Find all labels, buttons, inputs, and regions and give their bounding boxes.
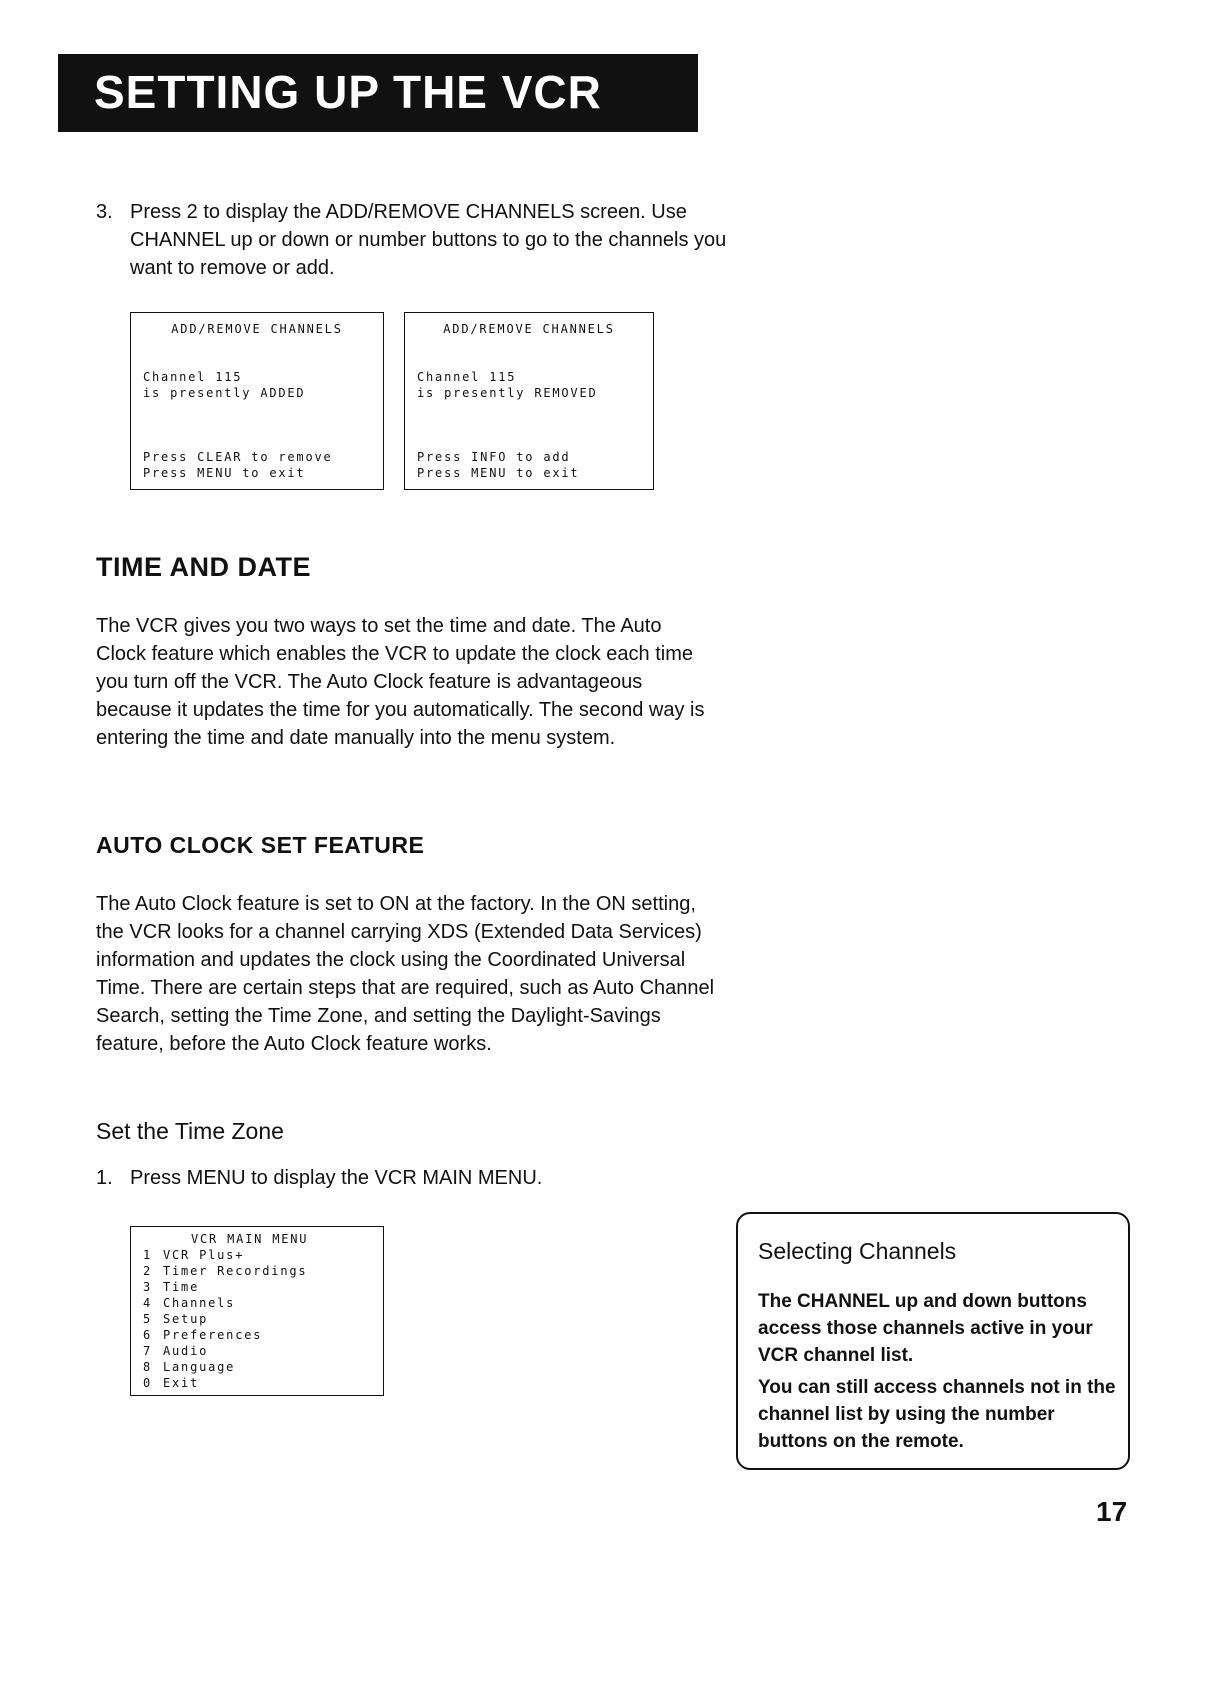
tip-paragraph: You can still access channels not in the channel list by using the number buttons on the remote.: [758, 1377, 1116, 1452]
osd-line: Press INFO to add: [417, 450, 571, 464]
osd-title: ADD/REMOVE CHANNELS: [443, 322, 615, 336]
menu-item: 4 Channels: [143, 1296, 236, 1310]
osd-screen-added: [130, 312, 384, 490]
menu-title: VCR MAIN MENU: [191, 1232, 309, 1246]
osd-line: Channel 115: [417, 370, 517, 384]
osd-screen-removed: [404, 312, 654, 490]
step-text: Press MENU to display the VCR MAIN MENU.: [130, 1167, 543, 1189]
chapter-banner: [58, 54, 698, 132]
osd-line: is presently ADDED: [143, 386, 306, 400]
menu-item: 0 Exit: [143, 1376, 200, 1390]
chapter-title: SETTING UP THE VCR: [94, 66, 602, 118]
osd-line: Channel 115: [143, 370, 243, 384]
time-zone-heading: Set the Time Zone: [96, 1118, 284, 1144]
time-and-date-body: The VCR gives you two ways to set the time and date. The Auto Clock feature which enables the VCR to update the clock each time you turn off the VCR. The Auto Clock feature is advantageous because it updates the time for you automatically. The second way is entering the time and date manually into the menu system.: [96, 615, 705, 749]
time-and-date-heading: TIME AND DATE: [96, 552, 311, 582]
osd-line: Press MENU to exit: [417, 466, 580, 480]
osd-line: Press CLEAR to remove: [143, 450, 333, 464]
menu-item: 2 Timer Recordings: [143, 1264, 308, 1278]
menu-item: 5 Setup: [143, 1312, 209, 1326]
osd-line: is presently REMOVED: [417, 386, 598, 400]
osd-line: Press MENU to exit: [143, 466, 306, 480]
tip-box-selecting-channels: [736, 1212, 1130, 1470]
tip-paragraph: The CHANNEL up and down buttons access those channels active in your VCR channel list.: [758, 1291, 1093, 1366]
vcr-main-menu-screen: [130, 1226, 384, 1396]
menu-item: 1 VCR Plus+: [143, 1248, 245, 1262]
tip-title: Selecting Channels: [758, 1238, 957, 1264]
menu-item: 8 Language: [143, 1360, 236, 1374]
step-number: 3.: [96, 201, 113, 223]
step-number: 1.: [96, 1167, 113, 1189]
menu-item: 6 Preferences: [143, 1328, 263, 1342]
auto-clock-heading: AUTO CLOCK SET FEATURE: [96, 832, 425, 858]
page-number: 17: [1096, 1496, 1128, 1527]
step-text: Press 2 to display the ADD/REMOVE CHANNELS screen. Use CHANNEL up or down or number buttons to go to the channels you want to remove or add.: [130, 201, 727, 279]
menu-list: [143, 1247, 307, 1391]
auto-clock-body: The Auto Clock feature is set to ON at the factory. In the ON setting, the VCR looks for a channel carrying XDS (Extended Data Services) information and updates the clock using the Coordinated Universal Time. There are certain steps that are required, such as Auto Channel Search, setting the Time Zone, and setting the Daylight-Savings feature, before the Auto Clock feature works.: [96, 893, 715, 1055]
menu-item: 3 Time: [143, 1280, 200, 1294]
menu-item: 7 Audio: [143, 1344, 209, 1358]
osd-title: ADD/REMOVE CHANNELS: [171, 322, 343, 336]
